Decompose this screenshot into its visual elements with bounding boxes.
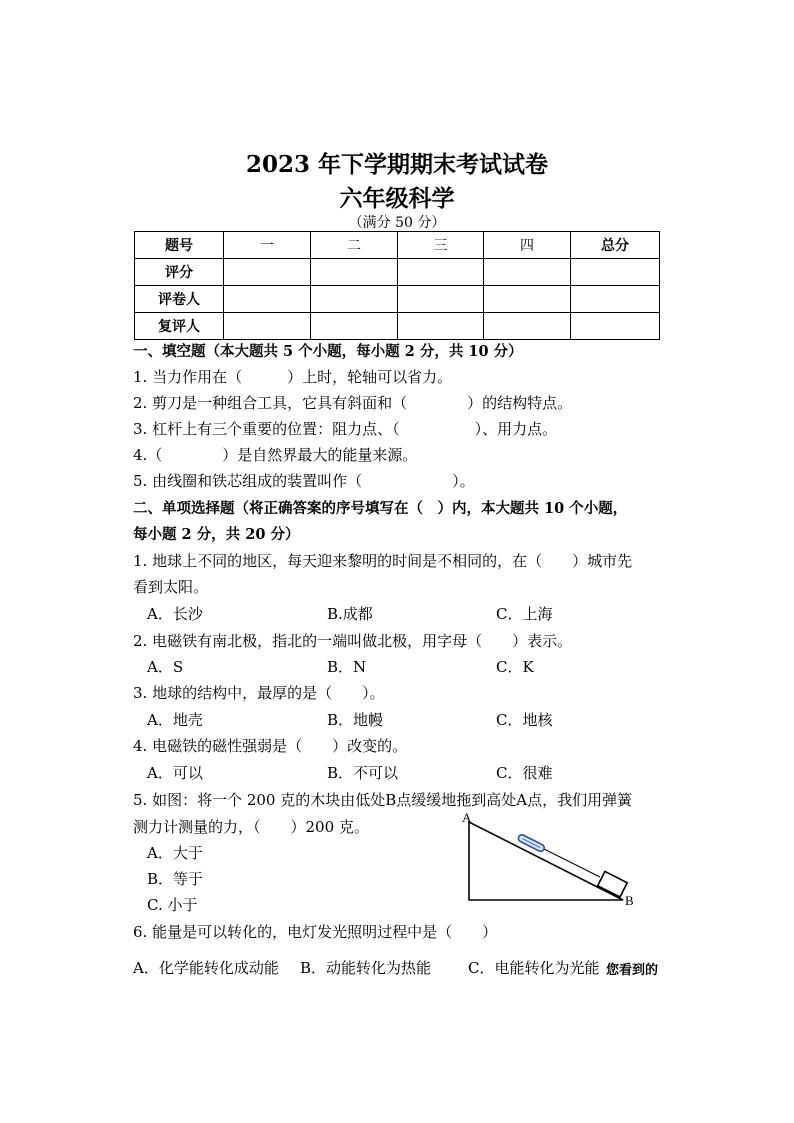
score-table-header: 四 <box>484 232 571 259</box>
option-b: B．动能转化为热能 <box>300 959 432 977</box>
option-b: B.成都 <box>327 605 373 623</box>
fill-question-4: 4.（ ）是自然界最大的能量来源。 <box>133 446 418 464</box>
choice-question-6: 6. 能量是可以转化的，电灯发光照明过程中是（ ） <box>133 923 498 941</box>
section2-heading: 二、单项选择题（将正确答案的序号填写在（ ）内，本大题共 10 个小题， <box>133 500 628 517</box>
option-a: A．大于 <box>147 844 203 862</box>
label-a: A <box>462 812 472 825</box>
score-table-header: 三 <box>398 232 484 259</box>
choice-question-5: 5. 如图：将一个 200 克的木块由低处B点缓缓地拖到高处A点，我们用弹簧 <box>133 791 633 809</box>
score-cell[interactable] <box>484 286 571 313</box>
option-b: B．等于 <box>147 870 204 888</box>
score-cell[interactable] <box>571 259 660 286</box>
score-table-header: 题号 <box>135 232 224 259</box>
score-table-row-label: 评卷人 <box>135 286 224 313</box>
option-c: C．地核 <box>496 711 553 729</box>
score-table-row-label: 评分 <box>135 259 224 286</box>
score-cell[interactable] <box>398 259 484 286</box>
score-table-row <box>135 259 660 286</box>
score-table-header: 二 <box>311 232 398 259</box>
choice-question-2: 2. 电磁铁有南北极，指北的一端叫做北极，用字母（ ）表示。 <box>133 632 573 650</box>
label-b: B <box>625 893 634 908</box>
option-a: A．可以 <box>147 764 203 782</box>
score-cell[interactable] <box>224 286 311 313</box>
option-c: C．上海 <box>496 605 553 623</box>
option-c: C. 小于 <box>147 896 198 914</box>
section1-heading: 一、填空题（本大题共 5 个小题，每小题 2 分，共 10 分） <box>133 343 523 360</box>
fill-question-1: 1. 当力作用在（ ）上时，轮轴可以省力。 <box>133 368 453 386</box>
score-table-row <box>135 286 660 313</box>
choice-question-4: 4. 电磁铁的磁性强弱是（ ）改变的。 <box>133 737 408 755</box>
option-a: A．长沙 <box>147 605 203 623</box>
score-table-header: 一 <box>224 232 311 259</box>
option-c: C．K <box>496 658 534 676</box>
score-table-header: 总分 <box>571 232 660 259</box>
pull-string <box>544 849 600 877</box>
exam-subject: 六年级科学 <box>339 185 455 212</box>
option-b: B．不可以 <box>327 764 399 782</box>
score-cell[interactable] <box>398 313 484 340</box>
choice-question-5-cont: 测力计测量的力，（ ）200 克。 <box>133 818 369 836</box>
choice-question-1: 1. 地球上不同的地区，每天迎来黎明的时间是不相同的，在（ ）城市先 <box>133 552 633 570</box>
fill-question-3: 3. 杠杆上有三个重要的位置：阻力点、（ ）、用力点。 <box>133 420 558 438</box>
score-cell[interactable] <box>571 313 660 340</box>
fill-question-2: 2. 剪刀是一种组合工具，它具有斜面和（ ）的结构特点。 <box>133 394 573 412</box>
score-table-row-label: 复评人 <box>135 313 224 340</box>
choice-question-3: 3. 地球的结构中，最厚的是（ ）。 <box>133 684 385 702</box>
score-cell[interactable] <box>224 259 311 286</box>
score-cell[interactable] <box>484 259 571 286</box>
score-cell[interactable] <box>484 313 571 340</box>
option-c: C．电能转化为光能 <box>468 959 600 977</box>
score-cell[interactable] <box>311 286 398 313</box>
option-a: A．地壳 <box>147 711 203 729</box>
incline-triangle <box>469 822 623 900</box>
fill-question-5: 5. 由线圈和铁芯组成的装置叫作（ ）。 <box>133 472 475 490</box>
score-cell[interactable] <box>224 313 311 340</box>
score-cell[interactable] <box>571 286 660 313</box>
score-cell[interactable] <box>311 313 398 340</box>
spring-scale-icon <box>517 834 545 853</box>
full-marks: （满分 50 分） <box>348 215 446 231</box>
option-b: B．N <box>327 658 367 676</box>
option-a: A．S <box>147 658 184 676</box>
option-c: C．很难 <box>496 764 553 782</box>
exam-title: 2023 年下学期期末考试试卷 <box>245 151 549 178</box>
score-table <box>134 231 660 340</box>
option-a: A．化学能转化成动能 <box>133 959 279 977</box>
incline-diagram <box>455 812 645 912</box>
option-b: B．地幔 <box>327 711 384 729</box>
score-cell[interactable] <box>311 259 398 286</box>
wood-block <box>598 871 628 897</box>
score-cell[interactable] <box>398 286 484 313</box>
score-table-row <box>135 313 660 340</box>
trailing-text: 您看到的 <box>606 963 659 978</box>
section2-heading-cont: 每小题 2 分，共 20 分） <box>133 526 300 543</box>
score-table-header-row <box>135 232 660 259</box>
choice-question-1-cont: 看到太阳。 <box>133 578 209 596</box>
